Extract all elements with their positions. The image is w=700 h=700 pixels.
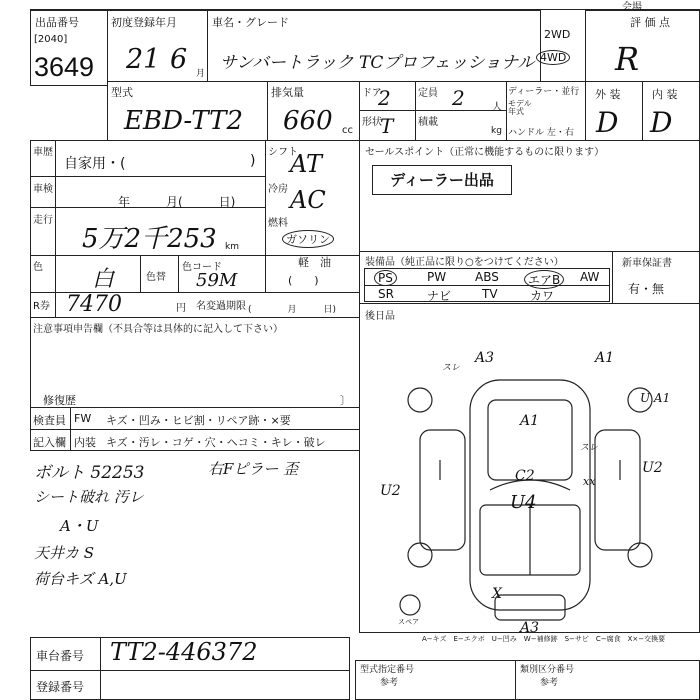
title-deadline-label: 名変過期限 bbox=[196, 301, 246, 312]
inspection-label: 車検 bbox=[33, 184, 53, 195]
exterior-score: D bbox=[596, 106, 619, 139]
first-registration-month: 6 bbox=[170, 44, 188, 75]
inspection-value: 年 月( 日) bbox=[118, 195, 236, 209]
equip-navi: ナビ bbox=[427, 289, 452, 303]
interior-items: キズ・汚レ・コゲ・穴・ヘコミ・キレ・破レ bbox=[106, 436, 326, 449]
vehicle-name-value: サンバートラック TCプロフェッショナル bbox=[220, 53, 535, 73]
mark-xx: xx bbox=[583, 475, 596, 488]
mark-u2-left: U2 bbox=[380, 483, 401, 499]
handwritten-note-2: シート破れ 汚レ bbox=[34, 488, 144, 506]
capacity-label: 定員 bbox=[418, 88, 438, 99]
mark-u4: U4 bbox=[510, 492, 537, 513]
form-ref-2: 参考 bbox=[540, 678, 559, 688]
kg-unit: kg bbox=[491, 126, 502, 136]
displacement-value: 660 bbox=[283, 106, 333, 136]
fuel-diesel: 軽 油 bbox=[298, 256, 331, 269]
displacement-label: 排気量 bbox=[271, 86, 304, 99]
color-code-value: 59M bbox=[196, 270, 238, 291]
equip-sr: SR bbox=[378, 287, 394, 301]
title-deadline-value: ( 月 日) bbox=[248, 305, 337, 315]
dealer-listing-badge: ディーラー出品 bbox=[372, 165, 512, 195]
category-label: 類別区分番号 bbox=[520, 665, 575, 675]
fw-items: キズ・凹み・ヒビ割・リペア跡・×要 bbox=[106, 414, 291, 427]
warranty-value: 有・無 bbox=[628, 282, 665, 296]
mark-a3-rear: A3 bbox=[520, 620, 540, 636]
form-ref-1: 参考 bbox=[380, 678, 399, 688]
usage-label: 車歴 bbox=[33, 147, 53, 158]
equip-leather: カワ bbox=[530, 289, 555, 303]
doors-label: ドア bbox=[362, 88, 382, 99]
model-year-label: モデル年式 bbox=[508, 99, 532, 116]
ac-label: 冷房 bbox=[268, 184, 288, 195]
equip-ps: PS bbox=[374, 270, 397, 286]
cc-unit: cc bbox=[342, 125, 353, 136]
ac-value: AC bbox=[290, 186, 326, 214]
mark-a3-top: A3 bbox=[475, 350, 495, 366]
mark-sure-right: スレ bbox=[580, 443, 599, 453]
model-value: EBD-TT2 bbox=[124, 106, 243, 136]
fuel-gasoline: ガソリン bbox=[282, 230, 334, 248]
fw-label: FW bbox=[74, 412, 92, 425]
interior-score: D bbox=[650, 106, 673, 139]
shift-value: AT bbox=[290, 150, 323, 178]
shift-label: シフト bbox=[268, 147, 298, 158]
equip-pw: PW bbox=[427, 270, 447, 284]
chassis-label: 車台番号 bbox=[36, 649, 85, 663]
equip-abs: ABS bbox=[475, 270, 499, 284]
writer-label: 記入欄 bbox=[33, 436, 66, 449]
recycle-label: R券 bbox=[33, 301, 50, 312]
later-items-label: 後日品 bbox=[365, 311, 395, 322]
sales-point-label: セールスポイント（正常に機能するものに限ります） bbox=[365, 147, 605, 158]
shape-label: 形状 bbox=[362, 117, 382, 128]
interior-items-label: 内装 bbox=[74, 436, 96, 449]
mark-x-rear: X bbox=[492, 586, 502, 602]
recycle-value: 7470 bbox=[66, 292, 122, 317]
vehicle-name-label: 車名・グレード bbox=[212, 16, 289, 29]
capacity-value: 2 bbox=[452, 86, 465, 110]
mileage-label: 走行 bbox=[33, 215, 53, 226]
mark-sure-left: スレ bbox=[442, 363, 461, 373]
color-value: 白 bbox=[92, 267, 115, 292]
lot-number-label: 出品番号 bbox=[35, 16, 79, 29]
exterior-label: 外 装 bbox=[595, 88, 621, 101]
spare-label: スペア bbox=[398, 618, 419, 626]
mark-ua1-right: U A1 bbox=[640, 391, 671, 405]
repair-label: 修復歴 bbox=[43, 394, 76, 407]
lot-sub-number: [2040] bbox=[34, 34, 68, 45]
fuel-paren: ( ) bbox=[288, 274, 319, 287]
month-unit: 月 bbox=[196, 69, 206, 79]
first-registration-year: 21 bbox=[126, 44, 161, 75]
equip-airbag: エアB bbox=[524, 270, 564, 289]
km-unit: km bbox=[225, 242, 239, 252]
handwritten-right-note: 右Fピラー 歪 bbox=[208, 460, 299, 478]
inspector-label: 検査員 bbox=[33, 414, 66, 427]
model-label: 型式 bbox=[111, 86, 133, 99]
color-change-label: 色替 bbox=[146, 272, 166, 283]
equipment-label: 装備品（純正品に限り○をつけてください） bbox=[365, 257, 564, 268]
fuel-label: 燃料 bbox=[268, 218, 288, 229]
handwritten-note-4: 天井カ S bbox=[34, 544, 95, 562]
doors-value: 2 bbox=[378, 86, 391, 110]
color-code-label: 色コード bbox=[182, 262, 222, 273]
mark-a1-center: A1 bbox=[520, 413, 540, 429]
usage-close: ) bbox=[250, 153, 256, 169]
mileage-value: 5万2千253 bbox=[82, 224, 217, 254]
interior-label: 内 装 bbox=[652, 88, 678, 101]
form-designation-label: 型式指定番号 bbox=[360, 665, 415, 675]
handwritten-note-1: ボルト 52253 bbox=[34, 463, 145, 483]
notes-label: 注意事項申告欄（不具合等は具体的に記入して下さい） bbox=[33, 324, 283, 335]
equip-aw: AW bbox=[580, 270, 600, 284]
warranty-label: 新車保証書 bbox=[622, 258, 672, 269]
first-registration-label: 初度登録年月 bbox=[111, 16, 177, 29]
evaluation-score: R bbox=[615, 40, 640, 78]
equip-tv: TV bbox=[482, 287, 498, 301]
mark-c2: C2 bbox=[515, 468, 535, 484]
handwritten-note-5: 荷台キズ A,U bbox=[34, 570, 127, 588]
damage-legend: A−キズ E−エクボ U−凹み W−補修跡 S−サビ C−腐食 X×−交換要 bbox=[422, 635, 666, 643]
lot-number: 3649 bbox=[34, 52, 95, 82]
color-label: 色 bbox=[33, 262, 43, 273]
car-damage-diagram bbox=[380, 340, 700, 640]
mark-a1-top: A1 bbox=[595, 350, 615, 366]
drive-2wd: 2WD bbox=[544, 28, 571, 41]
mark-u2-right: U2 bbox=[642, 460, 663, 476]
drive-4wd: 4WD bbox=[536, 50, 570, 65]
registration-label: 登録番号 bbox=[36, 680, 85, 694]
repair-close: 〕 bbox=[340, 394, 351, 407]
person-unit: 人 bbox=[492, 102, 502, 113]
top-strip bbox=[30, 0, 700, 10]
dealer-label: ディーラー・並行 bbox=[508, 87, 580, 97]
usage-value: 自家用・( bbox=[64, 156, 126, 172]
yen-unit: 円 bbox=[176, 303, 186, 314]
shape-value: T bbox=[380, 114, 394, 138]
handle-label: ハンドル 左・右 bbox=[508, 128, 574, 138]
chassis-number: TT2-446372 bbox=[110, 638, 258, 666]
venue-label: 会場 bbox=[622, 2, 642, 13]
evaluation-label: 評 価 点 bbox=[630, 16, 670, 29]
load-label: 積載 bbox=[418, 117, 438, 128]
handwritten-note-3: A・U bbox=[60, 517, 99, 535]
